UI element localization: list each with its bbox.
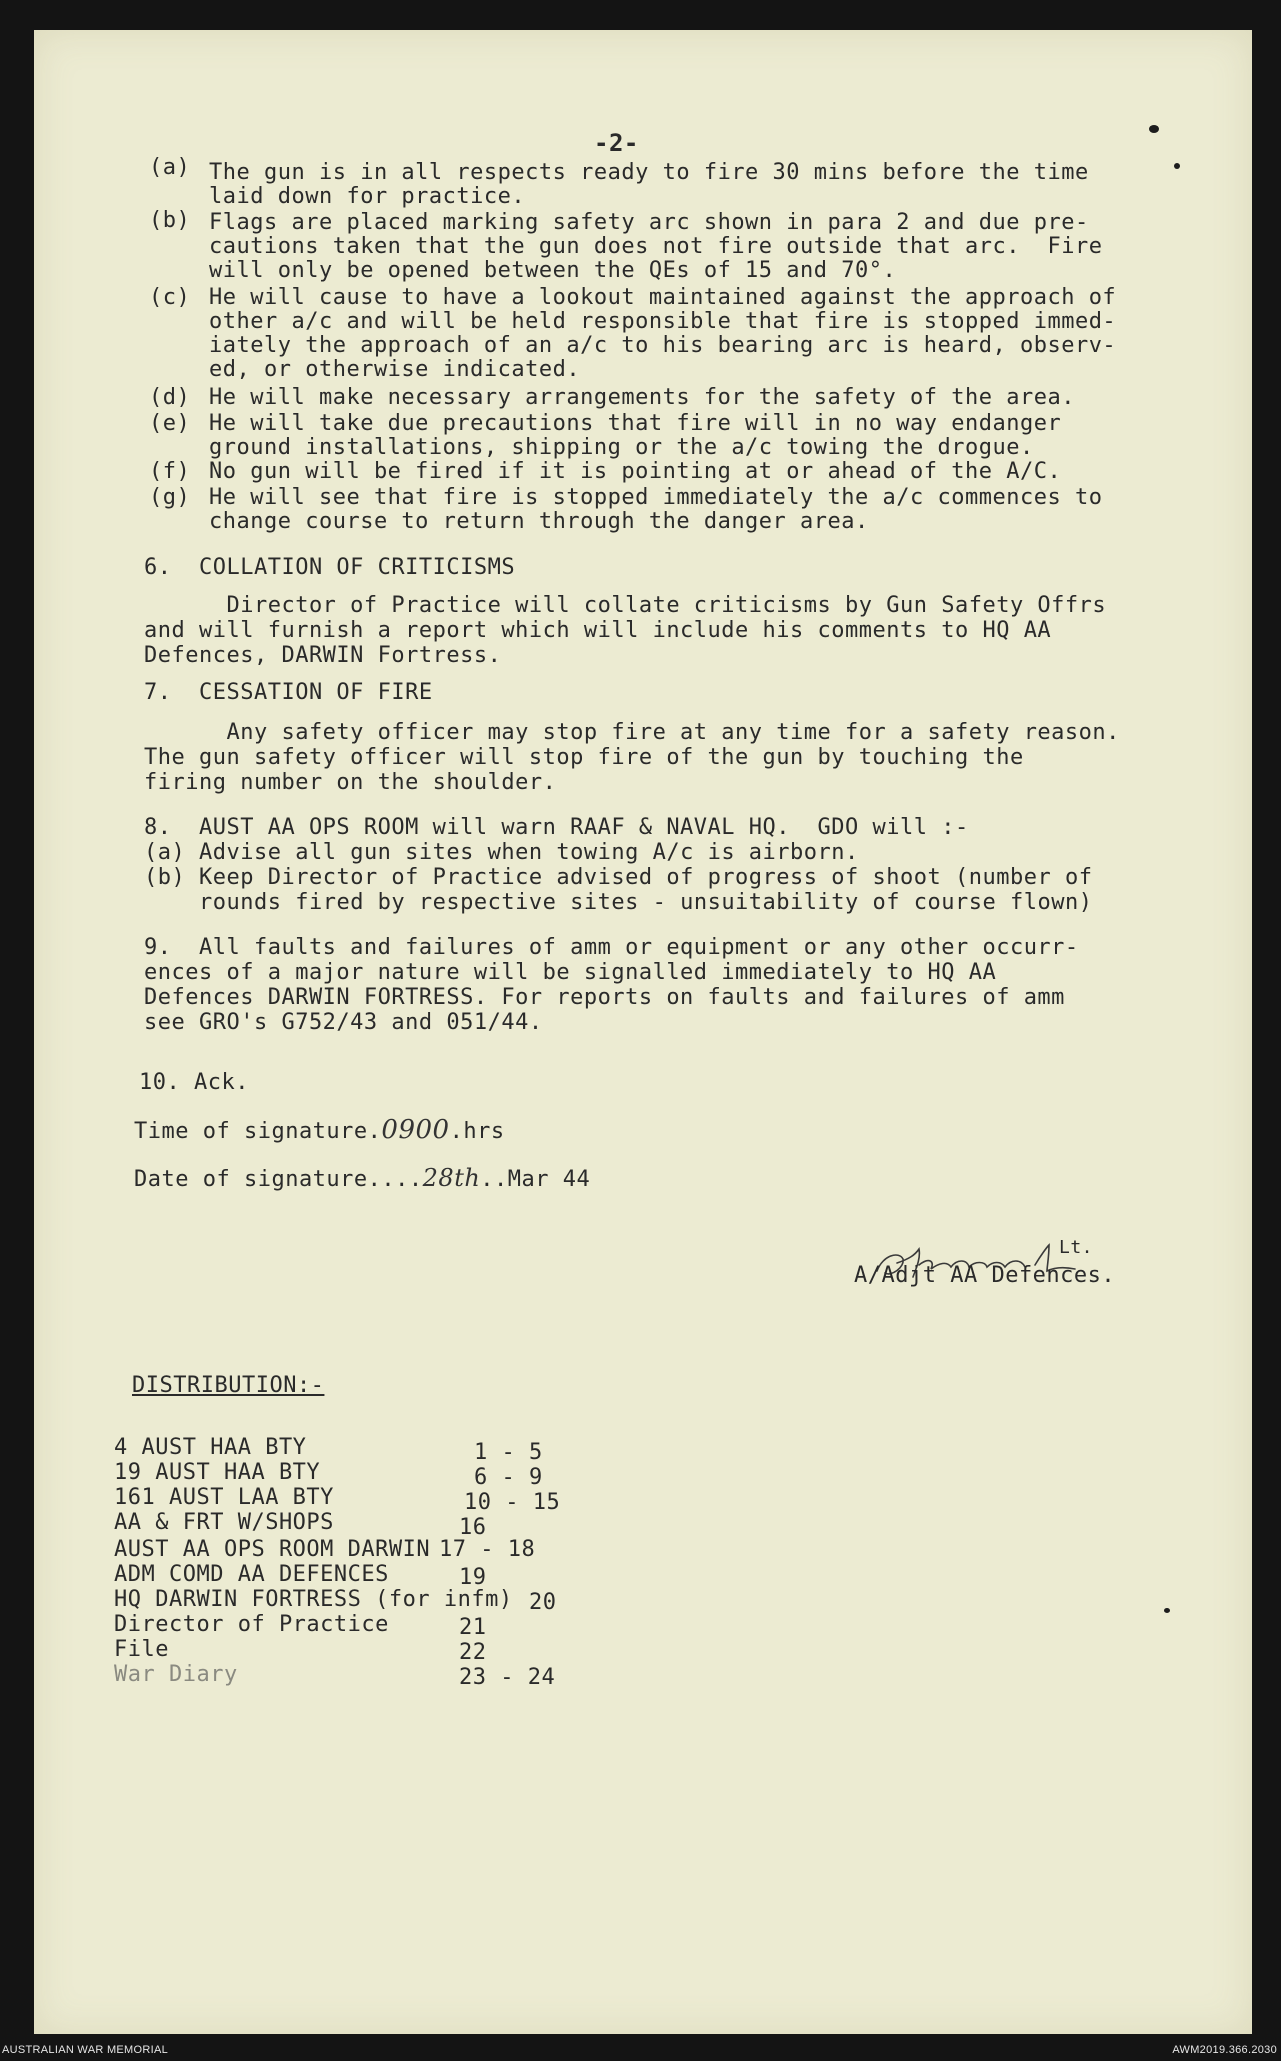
time-of-signature [134, 1117, 505, 1145]
item-f-label: (f) [149, 459, 191, 484]
footer-archive-name: AUSTRALIAN WAR MEMORIAL [2, 2044, 169, 2056]
item-b-label: (b) [149, 208, 191, 233]
date-value: 28th [422, 1164, 481, 1192]
para-7-line-2: The gun safety officer will stop fire of the gun by touching the [144, 745, 1024, 770]
time-label: Time of signature. [134, 1119, 382, 1144]
distribution-unit: 161 AUST LAA BTY [114, 1485, 334, 1510]
para-7-line-1: Any safety officer may stop fire at any time for a safety reason. [144, 720, 1120, 745]
item-g-label: (g) [149, 485, 191, 510]
para-6-heading: 6. COLLATION OF CRITICISMS [144, 555, 516, 580]
distribution-unit: AA & FRT W/SHOPS [114, 1510, 334, 1535]
distribution-copies: 21 [459, 1615, 487, 1640]
distribution-unit: HQ DARWIN FORTRESS (for infm) [114, 1587, 513, 1612]
distribution-unit: 4 AUST HAA BTY [114, 1435, 307, 1460]
distribution-copies: 23 - 24 [459, 1665, 556, 1690]
distribution-copies: 19 [459, 1565, 487, 1590]
item-b-line-1: Flags are placed marking safety arc shown in para 2 and due pre- [209, 210, 1089, 235]
signature-rank: Lt. [1059, 1237, 1094, 1258]
document-page [34, 30, 1252, 2034]
distribution-unit: 19 AUST HAA BTY [114, 1460, 321, 1485]
item-e-line-1: He will take due precautions that fire will in no way endanger [209, 411, 1062, 436]
distribution-copies: 10 - 15 [464, 1490, 561, 1515]
para-10: 10. Ack. [139, 1070, 249, 1095]
date-suffix: ..Mar 44 [480, 1167, 591, 1192]
date-of-signature [134, 1165, 590, 1193]
para-6-line-1: Director of Practice will collate criticisms by Gun Safety Offrs [144, 593, 1107, 618]
item-b-line-3: will only be opened between the QEs of 15 and 70°. [209, 258, 897, 283]
distribution-copies: 22 [459, 1640, 487, 1665]
para-8-b-line-1: Keep Director of Practice advised of progress of shoot (number of [199, 865, 1093, 890]
distribution-copies: 17 - 18 [439, 1537, 536, 1562]
para-9-line-3: Defences DARWIN FORTRESS. For reports on faults and failures of amm [144, 985, 1065, 1010]
time-suffix: .hrs [449, 1119, 505, 1144]
item-d-label: (d) [149, 385, 191, 410]
item-b-line-2: cautions taken that the gun does not fire outside that arc. Fire [209, 234, 1103, 259]
distribution-unit: AUST AA OPS ROOM DARWIN [114, 1537, 431, 1562]
item-f-line-1: No gun will be fired if it is pointing at or ahead of the A/C. [209, 459, 1062, 484]
time-value: 0900 [381, 1115, 450, 1145]
distribution-unit: War Diary [114, 1662, 238, 1687]
item-g-line-2: change course to return through the danger area. [209, 509, 869, 534]
item-e-label: (e) [149, 411, 191, 436]
distribution-copies: 1 - 5 [474, 1440, 543, 1465]
page-number: -2- [594, 129, 639, 157]
para-9-line-4: see GRO's G752/43 and 051/44. [144, 1010, 543, 1035]
ink-speck [1174, 163, 1180, 169]
para-8-heading: 8. AUST AA OPS ROOM will warn RAAF & NAVAL HQ. GDO will :- [144, 815, 969, 840]
item-a-label: (a) [149, 155, 191, 180]
para-8-b-line-2: rounds fired by respective sites - unsuitability of course flown) [199, 890, 1093, 915]
item-c-line-2: other a/c and will be held responsible that fire is stopped immed- [209, 309, 1117, 334]
item-c-line-1: He will cause to have a lookout maintained against the approach of [209, 285, 1117, 310]
signature-title: A/Adjt AA Defences. [854, 1263, 1116, 1288]
para-6-line-3: Defences, DARWIN Fortress. [144, 643, 502, 668]
para-8-b-label: (b) [144, 865, 186, 890]
para-9-line-2: ences of a major nature will be signalled immediately to HQ AA [144, 960, 997, 985]
item-c-line-3: iately the approach of an a/c to his bearing arc is heard, observ- [209, 333, 1117, 358]
item-g-line-1: He will see that fire is stopped immediately the a/c commences to [209, 485, 1103, 510]
footer-accession-number: AWM2019.366.2030 [1172, 2044, 1277, 2056]
distribution-unit: Director of Practice [114, 1612, 389, 1637]
distribution-copies: 16 [459, 1515, 487, 1540]
distribution-unit: ADM COMD AA DEFENCES [114, 1562, 389, 1587]
para-7-line-3: firing number on the shoulder. [144, 770, 557, 795]
para-9-line-1: 9. All faults and failures of amm or equipment or any other occurr- [144, 935, 1079, 960]
item-a-line-2: laid down for practice. [209, 184, 526, 209]
distribution-copies: 6 - 9 [474, 1465, 543, 1490]
ink-speck [1149, 125, 1159, 133]
item-a-line-1: The gun is in all respects ready to fire 30 mins before the time [209, 160, 1089, 185]
para-6-line-2: and will furnish a report which will include his comments to HQ AA [144, 618, 1052, 643]
ink-speck [1164, 1608, 1170, 1613]
item-e-line-2: ground installations, shipping or the a/c towing the drogue. [209, 435, 1034, 460]
para-7-heading: 7. CESSATION OF FIRE [144, 680, 433, 705]
distribution-unit: File [114, 1637, 169, 1662]
item-c-line-4: ed, or otherwise indicated. [209, 357, 581, 382]
distribution-copies: 20 [529, 1590, 557, 1615]
item-c-label: (c) [149, 285, 191, 310]
date-label: Date of signature.... [134, 1167, 423, 1192]
para-8-a-label: (a) [144, 840, 186, 865]
item-d-line-1: He will make necessary arrangements for the safety of the area. [209, 385, 1075, 410]
distribution-heading: DISTRIBUTION:- [132, 1373, 325, 1398]
para-8-a: Advise all gun sites when towing A/c is airborn. [199, 840, 859, 865]
